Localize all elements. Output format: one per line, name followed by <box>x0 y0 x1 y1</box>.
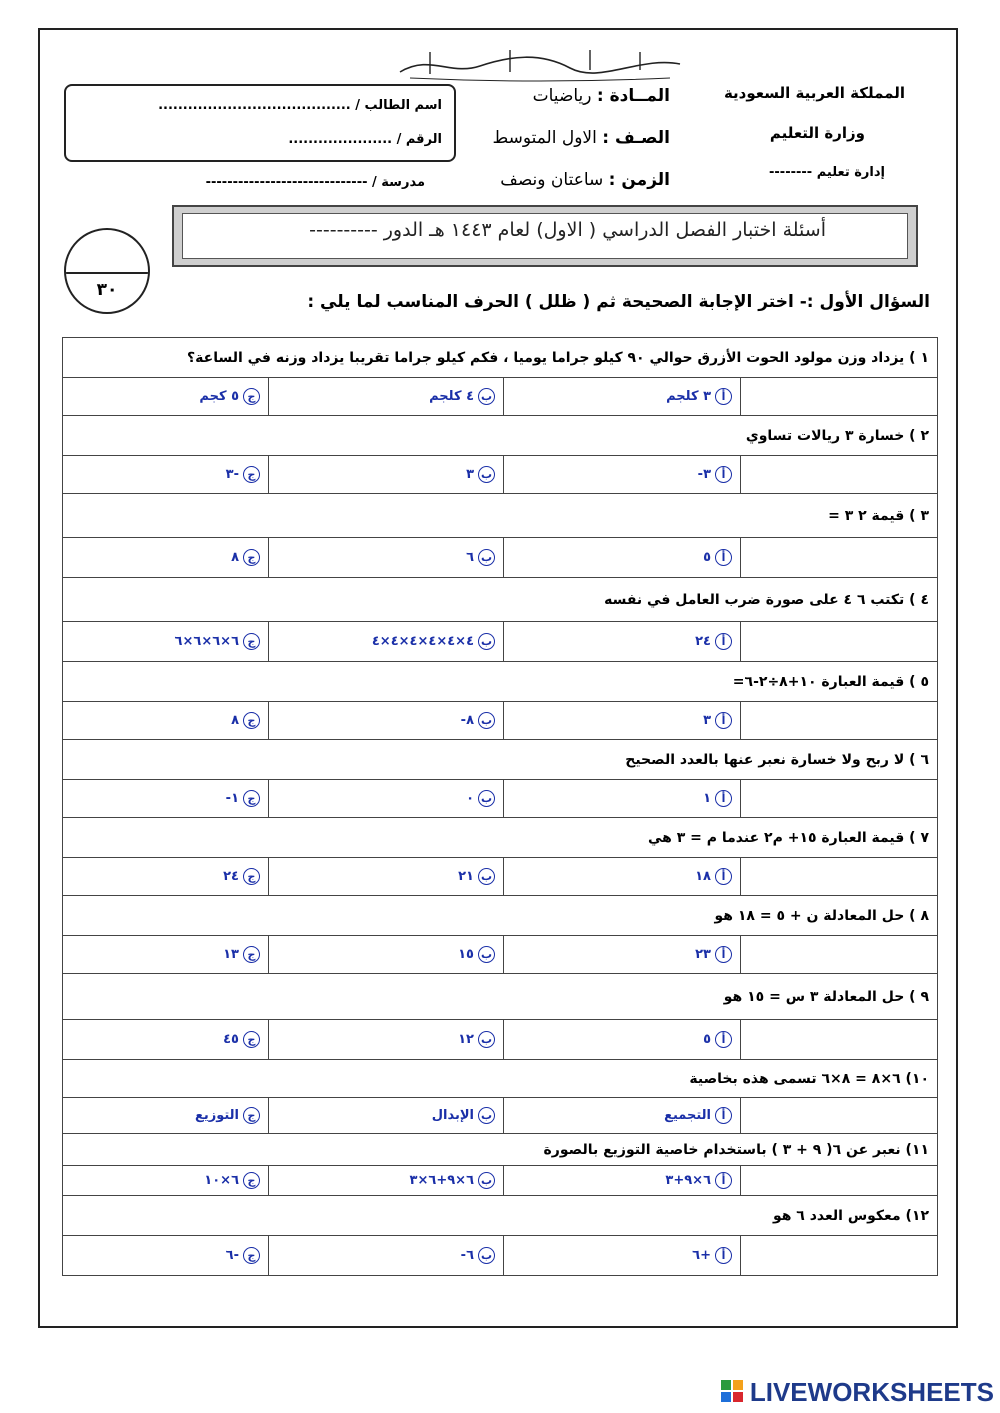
answer-row <box>63 538 938 578</box>
option-text: -٣ <box>225 467 239 482</box>
answer-blank-cell <box>741 538 938 578</box>
exam-title: أسئلة اختبار الفصل الدراسي ( الاول) لعام ١٤٤٣ هـ الدور ---------- <box>309 219 826 241</box>
answer-row <box>63 780 938 818</box>
option-letter-circle[interactable]: ج <box>243 1247 260 1264</box>
admin-label: إدارة تعليم -------- <box>769 165 885 180</box>
question-row <box>63 974 938 1020</box>
answer-option-b[interactable] <box>269 1236 504 1276</box>
option-letter-circle[interactable]: أ <box>715 549 732 566</box>
option-text: ٦×٩+٣ <box>665 1173 711 1188</box>
option-text: ٣ كلجم <box>666 389 711 404</box>
student-number-field[interactable]: الرقم / ..................... <box>288 132 442 147</box>
answer-blank-cell <box>741 378 938 416</box>
option-letter-circle[interactable]: ج <box>243 712 260 729</box>
option-text: ٥ <box>703 1032 711 1047</box>
answer-blank-cell <box>741 702 938 740</box>
answer-option-b[interactable] <box>269 702 504 740</box>
grade-label: الصـف : <box>602 128 670 148</box>
answer-option-b[interactable] <box>269 858 504 896</box>
question-row <box>63 1196 938 1236</box>
option-letter-circle[interactable]: ب <box>478 1031 495 1048</box>
option-letter-circle[interactable]: ب <box>478 868 495 885</box>
option-text: ١- <box>225 791 239 806</box>
answer-row <box>63 622 938 662</box>
option-text: ١٢ <box>458 1032 474 1047</box>
question-row <box>63 662 938 702</box>
answer-option-a[interactable] <box>504 622 741 662</box>
answer-option-a[interactable] <box>504 1020 741 1060</box>
answer-option-b[interactable] <box>269 456 504 494</box>
section-title: السؤال الأول :- اختر الإجابة الصحيحة ثم ( ظلل ) الحرف المناسب لما يلي : <box>307 292 930 312</box>
answer-option-a[interactable] <box>504 1098 741 1134</box>
option-letter-circle[interactable]: أ <box>715 388 732 405</box>
answer-row <box>63 702 938 740</box>
liveworksheets-logo <box>720 1376 994 1407</box>
option-text: ٤×٤×٤×٤×٤×٤ <box>371 634 474 649</box>
option-letter-circle[interactable]: أ <box>715 946 732 963</box>
option-letter-circle[interactable]: أ <box>715 712 732 729</box>
answer-blank-cell <box>741 622 938 662</box>
answer-option-b[interactable] <box>269 780 504 818</box>
option-letter-circle[interactable]: أ <box>715 466 732 483</box>
option-letter-circle[interactable]: ج <box>243 388 260 405</box>
option-text: ٨ <box>231 713 239 728</box>
answer-row <box>63 1098 938 1134</box>
question-row <box>63 1060 938 1098</box>
student-name-field[interactable]: اسم الطالب / ....................................... <box>158 98 442 113</box>
option-letter-circle[interactable]: أ <box>715 790 732 807</box>
question-row <box>63 1134 938 1166</box>
option-text: ٥ كجم <box>199 389 239 404</box>
option-letter-circle[interactable]: ب <box>478 388 495 405</box>
logo-icon <box>720 1379 746 1405</box>
answer-option-b[interactable] <box>269 538 504 578</box>
answer-row <box>63 858 938 896</box>
subject-value: رياضيات <box>532 86 592 106</box>
answer-option-c[interactable] <box>63 936 269 974</box>
question-text: ٧ ) قيمة العبارة ١٥+ م٢ عندما م = ٣ هي <box>63 818 938 858</box>
option-text: ٤٥ <box>223 1032 239 1047</box>
question-row <box>63 494 938 538</box>
answer-blank-cell <box>741 780 938 818</box>
question-text: ١١) نعبر عن ٦( ٩ + ٣ ) باستخدام خاصية التوزيع بالصورة <box>63 1134 938 1166</box>
option-letter-circle[interactable]: ج <box>243 1107 260 1124</box>
answer-blank-cell <box>741 858 938 896</box>
option-text: +٦ <box>692 1248 711 1263</box>
option-text: ٣ <box>703 713 711 728</box>
option-text: ١٨ <box>695 869 711 884</box>
option-letter-circle[interactable]: أ <box>715 1247 732 1264</box>
answer-blank-cell <box>741 1098 938 1134</box>
option-text: التوزيع <box>194 1108 239 1123</box>
answer-option-c[interactable] <box>63 456 269 494</box>
option-text: ٨- <box>460 713 474 728</box>
option-text: ٣ <box>466 467 474 482</box>
answer-option-a[interactable] <box>504 538 741 578</box>
option-text: ١٥ <box>458 947 474 962</box>
option-text: ١ <box>703 791 711 806</box>
option-text: ٦×٩+٦×٣ <box>409 1173 474 1188</box>
answer-option-a[interactable] <box>504 780 741 818</box>
option-text: ٦×٦×٦×٦ <box>174 634 239 649</box>
answer-option-c[interactable] <box>63 1098 269 1134</box>
school-field[interactable]: مدرسة / ------------------------------ <box>205 175 425 190</box>
answer-option-c[interactable] <box>63 858 269 896</box>
option-text: ٣- <box>697 467 711 482</box>
option-letter-circle[interactable]: أ <box>715 868 732 885</box>
answer-option-b[interactable] <box>269 378 504 416</box>
option-letter-circle[interactable]: ب <box>478 946 495 963</box>
answer-blank-cell <box>741 1236 938 1276</box>
question-text: ٣ ) قيمة ٢ ٣ = <box>63 494 938 538</box>
header-exam-info <box>480 86 670 212</box>
answer-blank-cell <box>741 1166 938 1196</box>
answer-option-c[interactable] <box>63 538 269 578</box>
answer-option-b[interactable] <box>269 1098 504 1134</box>
option-text: ٢٤ <box>695 634 711 649</box>
question-row <box>63 578 938 622</box>
option-letter-circle[interactable]: ب <box>478 1172 495 1189</box>
answer-option-c[interactable] <box>63 702 269 740</box>
option-text: ٤ كلجم <box>429 389 474 404</box>
total-score: ٣٠ <box>96 280 118 300</box>
question-text: ٤ ) تكتب ٦ ٤ على صورة ضرب العامل في نفسه <box>63 578 938 622</box>
answer-option-a[interactable] <box>504 936 741 974</box>
time-label: الزمن : <box>608 170 670 190</box>
time-value: ساعتان ونصف <box>500 170 604 190</box>
option-letter-circle[interactable]: أ <box>715 1107 732 1124</box>
exam-title-box <box>172 205 918 267</box>
grade-value: الاول المتوسط <box>492 128 597 148</box>
question-row <box>63 338 938 378</box>
kingdom-label: المملكة العربية السعودية <box>723 84 905 102</box>
question-text: ٨ ) حل المعادلة ن + ٥ = ١٨ هو <box>63 896 938 936</box>
question-text: ٢ ) خسارة ٣ ريالات تساوي <box>63 416 938 456</box>
option-letter-circle[interactable]: ج <box>243 790 260 807</box>
question-text: ١ ) يزداد وزن مولود الحوت الأزرق حوالي ٩٠ كيلو جراما يوميا ، فكم كيلو جراما تقريبا يزداد وزنه في الساعة؟ <box>63 338 938 378</box>
answer-option-b[interactable] <box>269 936 504 974</box>
option-text: -٦ <box>225 1248 239 1263</box>
question-row <box>63 818 938 858</box>
option-text: ٦- <box>460 1248 474 1263</box>
question-row <box>63 896 938 936</box>
option-letter-circle[interactable]: ج <box>243 868 260 885</box>
answer-option-a[interactable] <box>504 378 741 416</box>
answer-row <box>63 378 938 416</box>
option-text: ٢١ <box>458 869 474 884</box>
option-letter-circle[interactable]: أ <box>715 633 732 650</box>
answer-option-b[interactable] <box>269 1166 504 1196</box>
answer-option-c[interactable] <box>63 780 269 818</box>
answer-blank-cell <box>741 936 938 974</box>
option-letter-circle[interactable]: ج <box>243 633 260 650</box>
logo-text: LIVEWORKSHEETS <box>749 1376 994 1407</box>
answer-option-a[interactable] <box>504 1236 741 1276</box>
answer-option-c[interactable] <box>63 1236 269 1276</box>
option-letter-circle[interactable]: أ <box>715 1172 732 1189</box>
answer-option-a[interactable] <box>504 1166 741 1196</box>
answer-option-a[interactable] <box>504 456 741 494</box>
option-letter-circle[interactable]: ج <box>243 1031 260 1048</box>
answer-option-c[interactable] <box>63 622 269 662</box>
answer-row <box>63 1020 938 1060</box>
answer-row <box>63 936 938 974</box>
option-text: ٨ <box>231 550 239 565</box>
option-letter-circle[interactable]: ج <box>243 466 260 483</box>
option-letter-circle[interactable]: ب <box>478 1107 495 1124</box>
answer-option-b[interactable] <box>269 622 504 662</box>
option-letter-circle[interactable]: ب <box>478 790 495 807</box>
ministry-label: وزارة التعليم <box>769 124 865 142</box>
option-text: ٦×١٠ <box>204 1173 239 1188</box>
answer-option-c[interactable] <box>63 1020 269 1060</box>
option-text: ٢٣ <box>695 947 711 962</box>
option-text: ١٣ <box>223 947 239 962</box>
question-text: ٥ ) قيمة العبارة ١٠+٨÷٢-٦= <box>63 662 938 702</box>
answer-option-b[interactable] <box>269 1020 504 1060</box>
option-letter-circle[interactable]: ب <box>478 549 495 566</box>
option-letter-circle[interactable]: ب <box>478 466 495 483</box>
answer-option-a[interactable] <box>504 858 741 896</box>
subject-label: المــادة : <box>596 86 670 106</box>
question-text: ١٢) معكوس العدد ٦ هو <box>63 1196 938 1236</box>
answer-row <box>63 456 938 494</box>
option-text: ٥ <box>703 550 711 565</box>
question-row <box>63 740 938 780</box>
option-text: ٦ <box>466 550 474 565</box>
question-text: ٦ ) لا ربح ولا خسارة نعبر عنها بالعدد الصحيح <box>63 740 938 780</box>
student-info-box <box>64 84 456 162</box>
answer-row <box>63 1236 938 1276</box>
option-letter-circle[interactable]: ج <box>243 549 260 566</box>
answer-option-c[interactable] <box>63 378 269 416</box>
option-text: الإبدال <box>431 1108 474 1123</box>
option-letter-circle[interactable]: ب <box>478 712 495 729</box>
option-letter-circle[interactable]: ج <box>243 946 260 963</box>
header-authority <box>675 86 905 206</box>
answer-option-c[interactable] <box>63 1166 269 1196</box>
option-letter-circle[interactable]: ب <box>478 1247 495 1264</box>
option-text: ٠ <box>466 791 474 806</box>
option-text: ٢٤ <box>223 869 239 884</box>
option-letter-circle[interactable]: أ <box>715 1031 732 1048</box>
answer-blank-cell <box>741 1020 938 1060</box>
question-text: ٩ ) حل المعادلة ٣ س = ١٥ هو <box>63 974 938 1020</box>
answer-row <box>63 1166 938 1196</box>
answer-option-a[interactable] <box>504 702 741 740</box>
basmala-calligraphy <box>390 44 690 84</box>
option-text: التجميع <box>664 1108 711 1123</box>
answer-blank-cell <box>741 456 938 494</box>
questions-table <box>62 337 938 1276</box>
option-letter-circle[interactable]: ج <box>243 1172 260 1189</box>
option-letter-circle[interactable]: ب <box>478 633 495 650</box>
question-row <box>63 416 938 456</box>
question-text: ١٠) ٦×٨ = ٨×٦ تسمى هذه بخاصية <box>63 1060 938 1098</box>
